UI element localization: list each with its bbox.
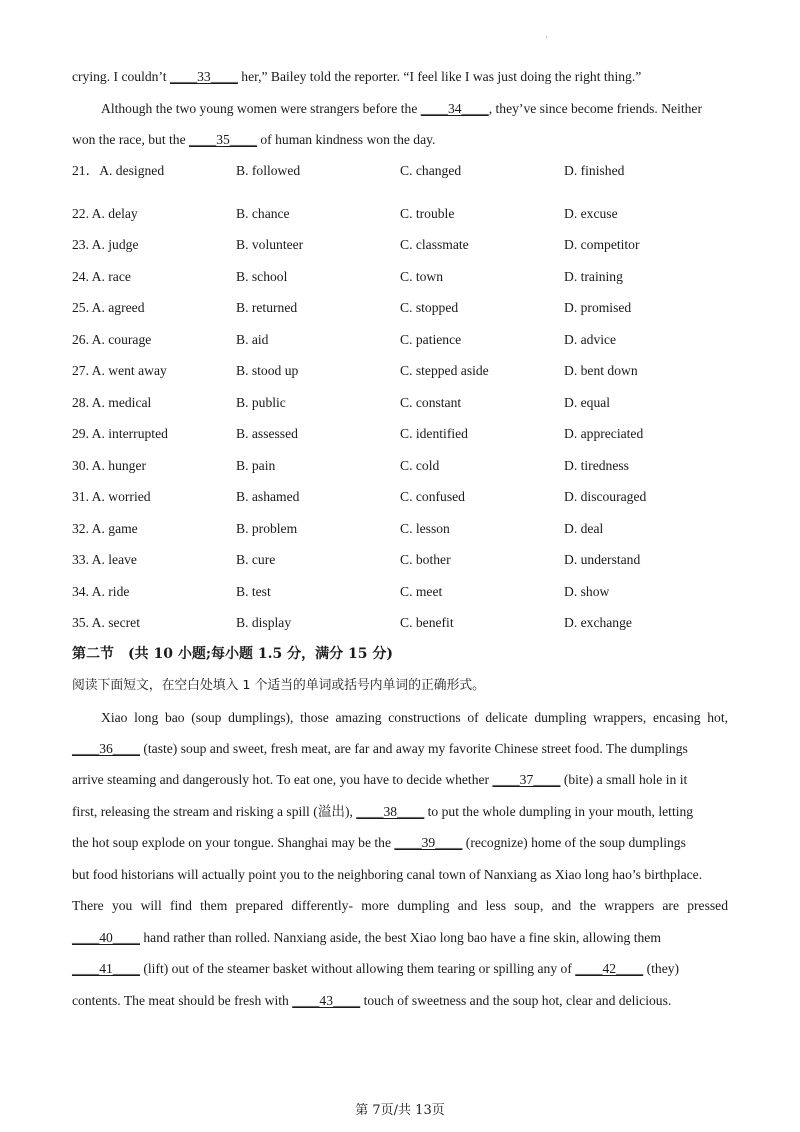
question-row <box>72 551 728 569</box>
text: (taste) soup and sweet, fresh meat, are far and away my favorite Chinese street food. The dumplings <box>139 741 688 756</box>
question-row <box>72 331 728 349</box>
question-number: 27. <box>72 363 89 378</box>
question-row <box>72 425 728 443</box>
passage2-line-4 <box>72 803 693 821</box>
blank-40: ____40____ <box>72 930 140 945</box>
passage2-line-2 <box>72 740 688 758</box>
option-b: B. aid <box>236 332 269 347</box>
text: first, releasing the stream and risking a spill (溢出), <box>72 804 357 819</box>
option-a <box>72 268 131 286</box>
option-c: C. lesson <box>400 521 450 536</box>
option-a <box>72 614 140 632</box>
option-a <box>72 551 137 569</box>
option-a <box>72 236 138 254</box>
section-heading: 第二节 (共 10 小题;每小题 1.5 分，满分 15 分) <box>72 646 393 662</box>
option-b: B. display <box>236 615 292 630</box>
question-row <box>72 583 728 601</box>
option-text: A. judge <box>91 237 139 252</box>
option-text: A. courage <box>91 332 152 347</box>
blank-37: ____37____ <box>492 772 561 787</box>
question-number: 29. <box>72 426 89 441</box>
passage-line-1 <box>72 68 641 86</box>
question-number: 28. <box>72 395 89 410</box>
option-a <box>72 488 151 506</box>
passage2-line-10 <box>72 992 671 1010</box>
blank-39: ____39____ <box>394 835 463 850</box>
option-b: B. assessed <box>236 426 298 441</box>
option-c: C. patience <box>400 332 462 347</box>
option-d: D. equal <box>564 395 611 410</box>
option-c: C. town <box>400 269 444 284</box>
text: to put the whole dumpling in your mouth, letting <box>424 804 694 819</box>
option-a <box>72 394 151 412</box>
text: , they’ve since become friends. Neither <box>488 101 702 116</box>
option-d: D. competitor <box>564 237 640 252</box>
option-c: C. identified <box>400 426 468 441</box>
question-row <box>72 488 728 506</box>
option-d: D. discouraged <box>564 489 647 504</box>
option-d: D. tiredness <box>564 458 629 473</box>
option-c: C. meet <box>400 584 443 599</box>
option-text: A. worried <box>91 489 151 504</box>
page-footer: 第 7页/共 13页 <box>355 1103 445 1118</box>
text: her,” Bailey told the reporter. “I feel like I was just doing the right thing.” <box>237 69 642 84</box>
scan-speck: · <box>545 33 548 42</box>
section-instruction: 阅读下面短文，在空白处填入 1 个适当的单词或括号内单词的正确形式。 <box>72 678 485 693</box>
passage2-line-7: There you will find them prepared differently- more dumpling and less soup, and the wrappers are pressed <box>72 898 728 913</box>
option-b: B. public <box>236 395 286 410</box>
option-b: B. returned <box>236 300 298 315</box>
question-row <box>72 394 728 412</box>
text: of human kindness won the day. <box>256 132 436 147</box>
option-a <box>72 457 146 475</box>
option-c: C. trouble <box>400 206 455 221</box>
option-b: B. pain <box>236 458 276 473</box>
option-text: A. game <box>91 521 138 536</box>
option-text: A. ride <box>91 584 130 599</box>
passage2-line-6: but food historians will actually point you to the neighboring canal town of Nanxiang as Xiao long hao’s birthplace. <box>72 867 703 882</box>
passage2-line-9 <box>72 960 679 978</box>
option-d: D. bent down <box>564 363 638 378</box>
option-text: A. hunger <box>91 458 147 473</box>
question-number: 23. <box>72 237 89 252</box>
option-d: D. show <box>564 584 610 599</box>
option-b: B. cure <box>236 552 276 567</box>
option-b: B. ashamed <box>236 489 300 504</box>
option-a <box>72 331 151 349</box>
question-row <box>72 299 728 317</box>
question-number: 34. <box>72 584 89 599</box>
option-a <box>72 162 164 180</box>
option-d: D. deal <box>564 521 604 536</box>
passage-line-2 <box>101 100 702 118</box>
text: hand rather than rolled. Nanxiang aside, the best Xiao long bao have a fine skin, allowing them <box>139 930 661 945</box>
option-a <box>72 362 167 380</box>
option-d: D. promised <box>564 300 632 315</box>
question-row <box>72 520 728 538</box>
question-row <box>72 162 728 180</box>
option-text: A. agreed <box>91 300 145 315</box>
text: the hot soup explode on your tongue. Shanghai may be the <box>72 835 395 850</box>
question-number: 31. <box>72 489 89 504</box>
text: Although the two young women were strangers before the <box>101 101 421 116</box>
question-row <box>72 236 728 254</box>
option-b: B. test <box>236 584 271 599</box>
question-number-separator: ． <box>85 163 100 178</box>
option-d: D. training <box>564 269 623 284</box>
option-text: A. secret <box>91 615 140 630</box>
question-number: 33. <box>72 552 89 567</box>
option-d: D. excuse <box>564 206 618 221</box>
option-c: C. stopped <box>400 300 459 315</box>
passage2-line-3 <box>72 771 687 789</box>
option-a <box>72 425 168 443</box>
question-number: 32. <box>72 521 89 536</box>
option-text: A. interrupted <box>91 426 168 441</box>
question-number: 22. <box>72 206 89 221</box>
option-d: D. understand <box>564 552 641 567</box>
blank-42: ____42____ <box>575 961 644 976</box>
option-text: A. medical <box>91 395 152 410</box>
option-text: A. designed <box>99 163 165 178</box>
option-d: D. advice <box>564 332 617 347</box>
option-d: D. finished <box>564 163 625 178</box>
option-text: A. leave <box>91 552 137 567</box>
option-c: C. classmate <box>400 237 469 252</box>
blank-34: ____34____ <box>420 101 489 116</box>
option-d: D. appreciated <box>564 426 644 441</box>
passage2-line-5 <box>72 834 686 852</box>
option-b: B. followed <box>236 163 301 178</box>
option-text: A. delay <box>91 206 138 221</box>
question-row <box>72 268 728 286</box>
blank-36: ____36____ <box>72 741 140 756</box>
question-row <box>72 614 728 632</box>
option-b: B. chance <box>236 206 290 221</box>
blank-43: ____43____ <box>292 993 361 1008</box>
option-c: C. constant <box>400 395 462 410</box>
option-a <box>72 520 138 538</box>
text: contents. The meat should be fresh with <box>72 993 293 1008</box>
option-c: C. cold <box>400 458 440 473</box>
question-number: 26. <box>72 332 89 347</box>
option-b: B. problem <box>236 521 298 536</box>
option-c: C. stepped aside <box>400 363 489 378</box>
text: (bite) a small hole in it <box>560 772 688 787</box>
text: arrive steaming and dangerously hot. To eat one, you have to decide whether <box>72 772 493 787</box>
question-number: 24. <box>72 269 89 284</box>
question-number: 35. <box>72 615 89 630</box>
blank-41: ____41____ <box>72 961 140 976</box>
option-c: C. changed <box>400 163 462 178</box>
question-row <box>72 205 728 223</box>
question-row <box>72 362 728 380</box>
passage2-line-8 <box>72 929 661 947</box>
option-a <box>72 583 129 601</box>
option-b: B. school <box>236 269 288 284</box>
text: (lift) out of the steamer basket without allowing them tearing or spilling any of <box>139 961 576 976</box>
option-c: C. bother <box>400 552 451 567</box>
blank-35: ____35____ <box>189 132 257 147</box>
option-text: A. went away <box>91 363 167 378</box>
option-b: B. stood up <box>236 363 299 378</box>
option-b: B. volunteer <box>236 237 304 252</box>
passage2-line-1: Xiao long bao (soup dumplings), those amazing constructions of delicate dumpling wrappers, encasing hot, <box>101 710 728 725</box>
option-c: C. confused <box>400 489 465 504</box>
text: (recognize) home of the soup dumplings <box>462 835 686 850</box>
text: (they) <box>643 961 680 976</box>
option-text: A. race <box>91 269 131 284</box>
text: crying. I couldn’t <box>72 69 170 84</box>
blank-38: ____38____ <box>356 804 425 819</box>
text: won the race, but the <box>72 132 190 147</box>
question-row <box>72 457 728 475</box>
question-number: 21 <box>72 163 86 178</box>
option-a <box>72 299 145 317</box>
passage-line-3 <box>72 131 435 149</box>
option-d: D. exchange <box>564 615 632 630</box>
question-number: 25. <box>72 300 89 315</box>
option-c: C. benefit <box>400 615 454 630</box>
blank-33: ____33____ <box>169 69 238 84</box>
text: touch of sweetness and the soup hot, clear and delicious. <box>360 993 672 1008</box>
question-number: 30. <box>72 458 89 473</box>
option-a <box>72 205 138 223</box>
